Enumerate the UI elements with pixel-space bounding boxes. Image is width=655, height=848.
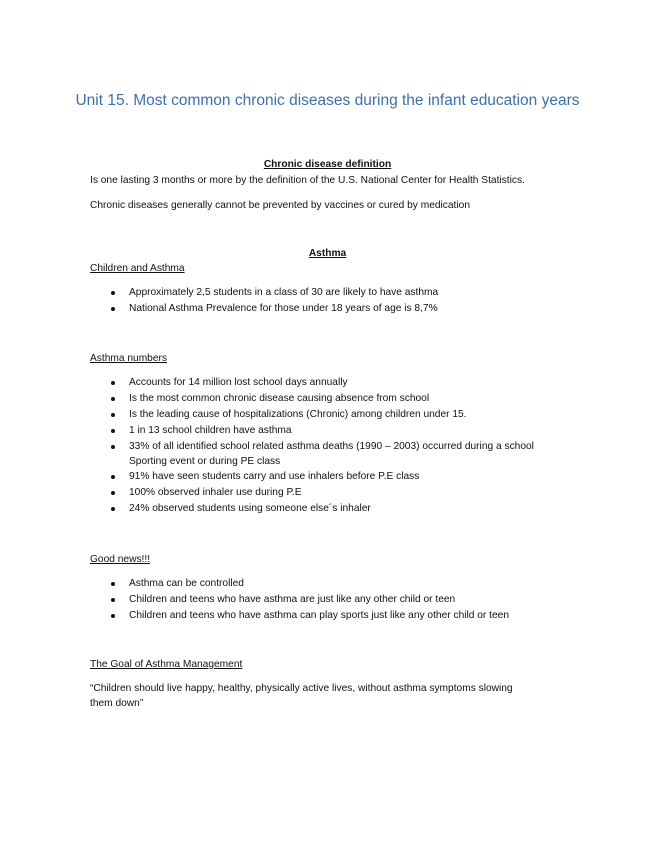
bullet-icon [111, 614, 115, 618]
good-news-heading: Good news!!! [90, 554, 151, 565]
goal-quote-line-2: them down” [90, 698, 144, 709]
list-item: 1 in 13 school children have asthma [0, 423, 534, 439]
bullet-icon [111, 429, 115, 433]
bullet-icon [111, 445, 115, 449]
children-asthma-heading: Children and Asthma [90, 263, 185, 274]
bullet-icon [111, 307, 115, 311]
bullet-icon [111, 475, 115, 479]
list-item: Children and teens who have asthma are just like any other child or teen [0, 592, 509, 608]
asthma-numbers-list [0, 375, 534, 517]
good-news-list [0, 576, 509, 624]
list-item: 24% observed students using someone else´s inhaler [0, 501, 534, 517]
list-item: Asthma can be controlled [0, 576, 509, 592]
list-item: Accounts for 14 million lost school days annually [0, 375, 534, 391]
list-item: 33% of all identified school related asthma deaths (1990 – 2003) occurred during a school Sporting event or during PE class [0, 439, 534, 469]
definition-line-2: Chronic diseases generally cannot be prevented by vaccines or cured by medication [90, 200, 470, 211]
bullet-icon [111, 291, 115, 295]
list-item: Approximately 2,5 students in a class of 30 are likely to have asthma [0, 285, 438, 301]
goal-heading: The Goal of Asthma Management [90, 659, 243, 670]
definition-line-1: Is one lasting 3 months or more by the definition of the U.S. National Center for Health Statistics. [90, 175, 525, 186]
bullet-icon [111, 413, 115, 417]
bullet-icon [111, 507, 115, 511]
bullet-icon [111, 582, 115, 586]
asthma-heading: Asthma [308, 248, 347, 259]
list-item: National Asthma Prevalence for those under 18 years of age is 8,7% [0, 301, 438, 317]
goal-quote-line-1: “Children should live happy, healthy, physically active lives, without asthma symptoms slowing [90, 683, 513, 694]
list-item: Is the most common chronic disease causing absence from school [0, 391, 534, 407]
bullet-icon [111, 397, 115, 401]
bullet-icon [111, 381, 115, 385]
asthma-numbers-heading: Asthma numbers [90, 353, 168, 364]
list-item: 100% observed inhaler use during P.E [0, 485, 534, 501]
list-item: Is the leading cause of hospitalizations (Chronic) among children under 15. [0, 407, 534, 423]
list-item: Children and teens who have asthma can play sports just like any other child or teen [0, 608, 509, 624]
children-asthma-list [0, 285, 438, 317]
definition-heading: Chronic disease definition [263, 159, 392, 170]
bullet-icon [111, 491, 115, 495]
list-item: 91% have seen students carry and use inhalers before P.E class [0, 469, 534, 485]
page-title: Unit 15. Most common chronic diseases during the infant education years [75, 92, 580, 109]
bullet-icon [111, 598, 115, 602]
